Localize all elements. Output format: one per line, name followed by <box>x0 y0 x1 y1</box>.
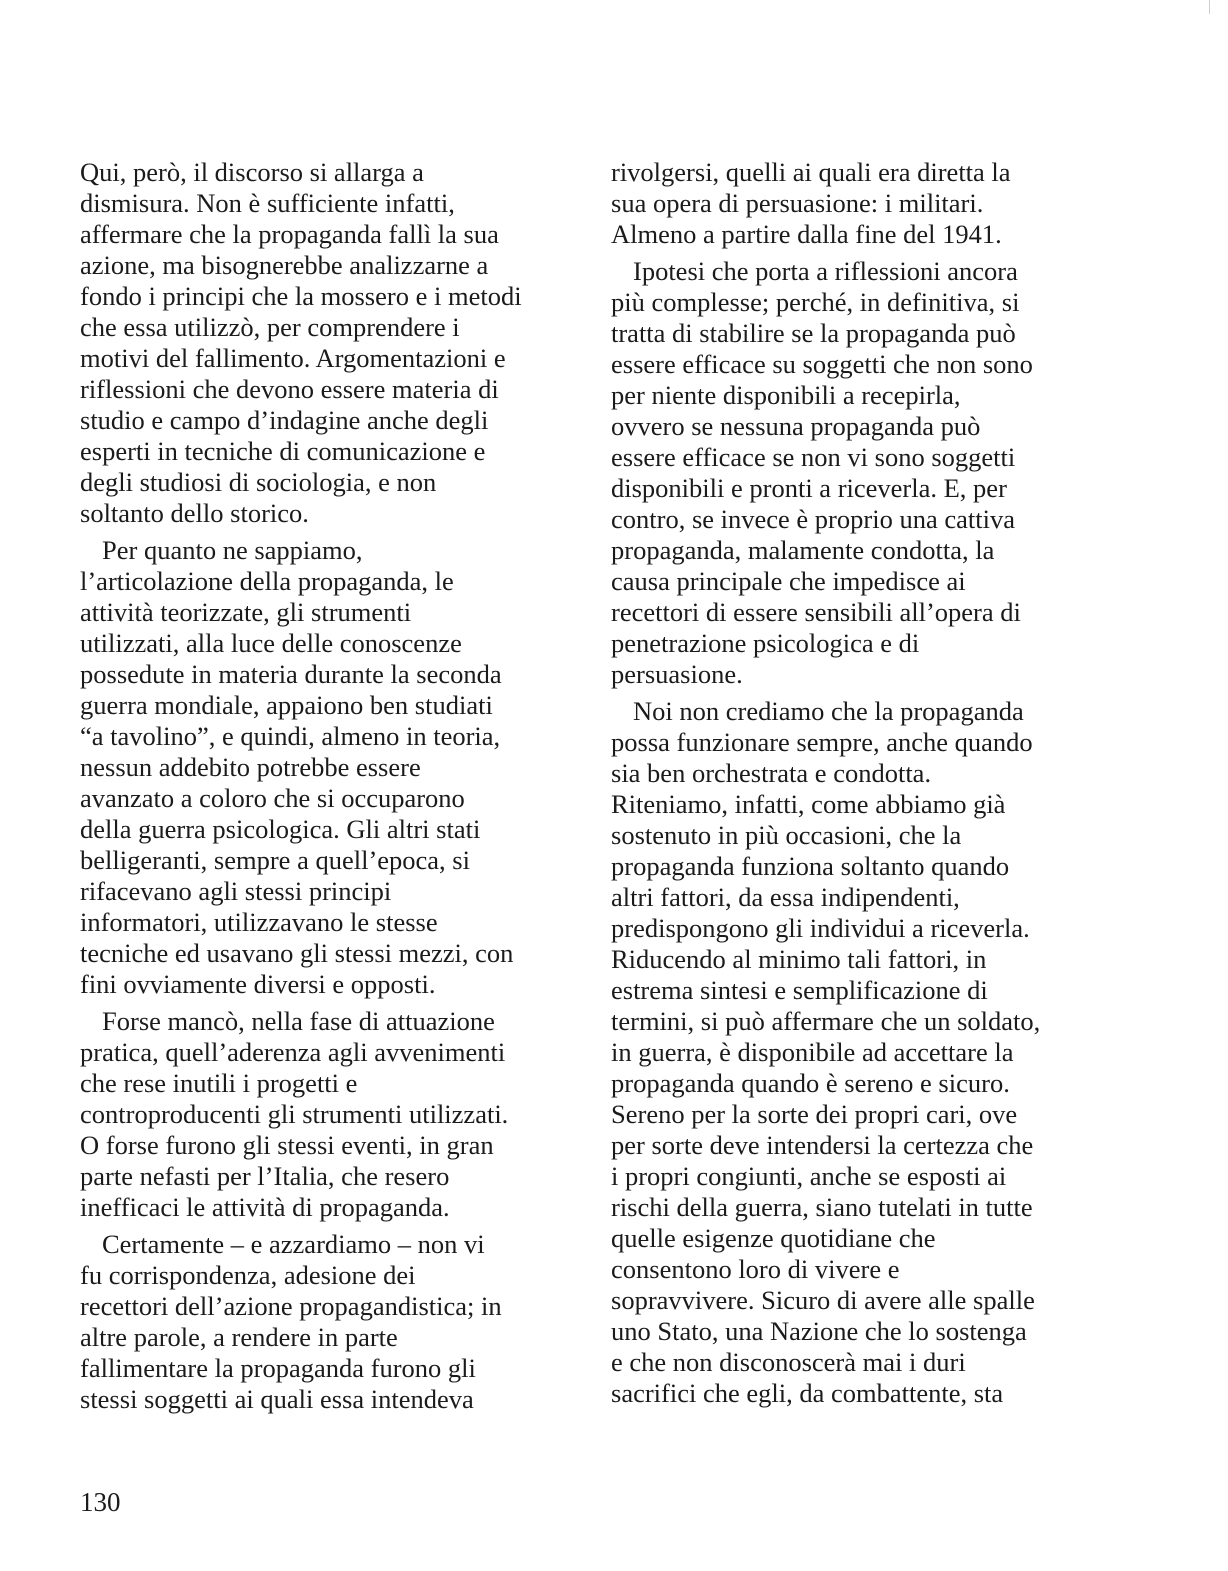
text-line: altre parole, a rendere in parte <box>80 1322 398 1352</box>
text-line: tecniche ed usavano gli stessi mezzi, con <box>80 938 514 968</box>
text-line: fallimentare la propaganda furono gli <box>80 1353 476 1383</box>
text-line: in guerra, è disponibile ad accettare la <box>611 1037 1014 1067</box>
text-line: tratta di stabilire se la propaganda può <box>611 318 1016 348</box>
text-line: guerra mondiale, appaiono ben studiati <box>80 690 493 720</box>
text-line: causa principale che impedisce ai <box>611 566 966 596</box>
text-line: possedute in materia durante la seconda <box>80 659 502 689</box>
paragraph <box>611 157 1101 250</box>
left-text-column <box>80 157 560 1421</box>
text-line: e che non disconoscerà mai i duri <box>611 1347 966 1377</box>
text-line: “a tavolino”, e quindi, almeno in teoria, <box>80 721 501 751</box>
text-line: belligeranti, sempre a quell’epoca, si <box>80 845 470 875</box>
text-line: consentono loro di vivere e <box>611 1254 900 1284</box>
text-line: Sereno per la sorte dei propri cari, ove <box>611 1099 1018 1129</box>
text-line: studio e campo d’indagine anche degli <box>80 405 489 435</box>
text-line: termini, si può affermare che un soldato, <box>611 1006 1041 1036</box>
text-line: essere efficace su soggetti che non sono <box>611 349 1033 379</box>
text-line: essere efficace se non vi sono soggetti <box>611 442 1016 472</box>
text-line: nessun addebito potrebbe essere <box>80 752 421 782</box>
text-line: azione, ma bisognerebbe analizzarne a <box>80 250 489 280</box>
text-line: ovvero se nessuna propaganda può <box>611 411 981 441</box>
text-line: informatori, utilizzavano le stesse <box>80 907 438 937</box>
text-line: Riteniamo, infatti, come abbiamo già <box>611 789 1006 819</box>
text-line: inefficaci le attività di propaganda. <box>80 1192 450 1222</box>
text-line: fondo i principi che la mossero e i metodi <box>80 281 522 311</box>
text-line: rifacevano agli stessi principi <box>80 876 392 906</box>
text-line: stessi soggetti ai quali essa intendeva <box>80 1384 474 1414</box>
text-line: rischi della guerra, siano tutelati in tutte <box>611 1192 1033 1222</box>
text-line: fu corrispondenza, adesione dei <box>80 1260 416 1290</box>
text-line: O forse furono gli stessi eventi, in gran <box>80 1130 494 1160</box>
text-line: propaganda funziona soltanto quando <box>611 851 1010 881</box>
text-line: soltanto dello storico. <box>80 498 309 528</box>
text-line: sia ben orchestrata e condotta. <box>611 758 932 788</box>
text-line: per sorte deve intendersi la certezza che <box>611 1130 1034 1160</box>
text-line: quelle esigenze quotidiane che <box>611 1223 936 1253</box>
text-line: dismisura. Non è sufficiente infatti, <box>80 188 455 218</box>
text-line: rivolgersi, quelli ai quali era diretta la <box>611 157 1011 187</box>
text-line: Per quanto ne sappiamo, <box>102 535 363 565</box>
paragraph <box>611 696 1101 1409</box>
text-line: pratica, quell’aderenza agli avvenimenti <box>80 1037 506 1067</box>
text-line: propaganda quando è sereno e sicuro. <box>611 1068 1010 1098</box>
text-line: parte nefasti per l’Italia, che resero <box>80 1161 450 1191</box>
text-line: possa funzionare sempre, anche quando <box>611 727 1033 757</box>
text-line: recettori di essere sensibili all’opera di <box>611 597 1021 627</box>
text-line: controproducenti gli strumenti utilizzati. <box>80 1099 509 1129</box>
text-line: Noi non crediamo che la propaganda <box>633 696 1024 726</box>
text-line: della guerra psicologica. Gli altri stati <box>80 814 481 844</box>
text-line: Forse mancò, nella fase di attuazione <box>102 1006 495 1036</box>
text-line: predispongono gli individui a riceverla. <box>611 913 1030 943</box>
text-line: motivi del fallimento. Argomentazioni e <box>80 343 506 373</box>
text-line: Certamente – e azzardiamo – non vi <box>102 1229 485 1259</box>
text-line: recettori dell’azione propagandistica; in <box>80 1291 502 1321</box>
text-line: l’articolazione della propaganda, le <box>80 566 454 596</box>
text-line: Almeno a partire dalla fine del 1941. <box>611 219 1002 249</box>
text-line: persuasione. <box>611 659 743 689</box>
text-line: penetrazione psicologica e di <box>611 628 920 658</box>
text-line: degli studiosi di sociologia, e non <box>80 467 437 497</box>
text-line: per niente disponibili a recepirla, <box>611 380 961 410</box>
text-line: più complesse; perché, in definitiva, si <box>611 287 1020 317</box>
paragraph <box>80 157 560 529</box>
text-line: sostenuto in più occasioni, che la <box>611 820 962 850</box>
text-line: sua opera di persuasione: i militari. <box>611 188 984 218</box>
paragraph <box>80 1229 560 1415</box>
text-line: avanzato a coloro che si occuparono <box>80 783 465 813</box>
text-line: fini ovviamente diversi e opposti. <box>80 969 436 999</box>
text-line: che rese inutili i progetti e <box>80 1068 358 1098</box>
text-line: affermare che la propaganda fallì la sua <box>80 219 499 249</box>
text-line: esperti in tecniche di comunicazione e <box>80 436 486 466</box>
right-text-column <box>611 157 1101 1415</box>
text-line: sopravvivere. Sicuro di avere alle spalle <box>611 1285 1035 1315</box>
scan-corner-mark <box>1209 0 1210 14</box>
text-line: altri fattori, da essa indipendenti, <box>611 882 960 912</box>
text-line: sacrifici che egli, da combattente, sta <box>611 1378 1004 1408</box>
text-line: contro, se invece è proprio una cattiva <box>611 504 1015 534</box>
text-line: riflessioni che devono essere materia di <box>80 374 499 404</box>
text-line: attività teorizzate, gli strumenti <box>80 597 412 627</box>
text-line: utilizzati, alla luce delle conoscenze <box>80 628 462 658</box>
paragraph <box>80 1006 560 1223</box>
text-line: disponibili e pronti a riceverla. E, per <box>611 473 1007 503</box>
text-line: Riducendo al minimo tali fattori, in <box>611 944 987 974</box>
paragraph <box>80 535 560 1000</box>
text-line: che essa utilizzò, per comprendere i <box>80 312 460 342</box>
text-line: Qui, però, il discorso si allarga a <box>80 157 424 187</box>
text-line: estrema sintesi e semplificazione di <box>611 975 988 1005</box>
paragraph <box>611 256 1101 690</box>
page-number: 130 <box>80 1487 121 1517</box>
text-line: uno Stato, una Nazione che lo sostenga <box>611 1316 1027 1346</box>
text-line: Ipotesi che porta a riflessioni ancora <box>633 256 1018 286</box>
text-line: i propri congiunti, anche se esposti ai <box>611 1161 1007 1191</box>
text-line: propaganda, malamente condotta, la <box>611 535 995 565</box>
